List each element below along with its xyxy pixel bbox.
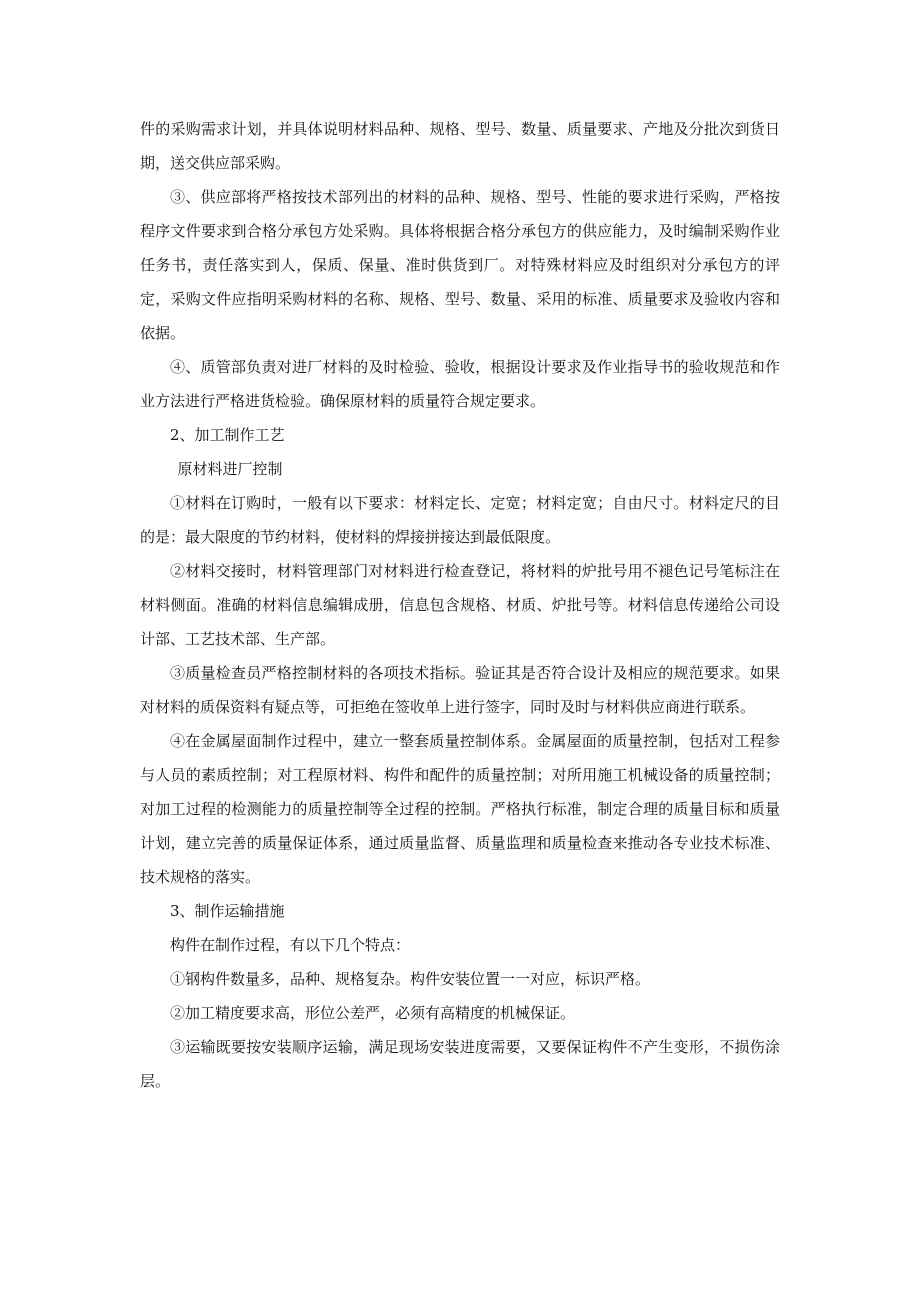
list-item-feature-1: ①钢构件数量多，品种、规格复杂。构件安装位置一一对应，标识严格。	[170, 970, 651, 988]
subsection-heading-material-control: 原材料进厂控制	[177, 460, 283, 478]
section-heading-processing: 2、加工制作工艺	[170, 426, 285, 444]
paragraph-features-intro: 构件在制作过程，有以下几个特点：	[170, 936, 411, 954]
paragraph-material-ordering: ①材料在订购时，一般有以下要求：材料定长、定宽；材料定宽；自由尺寸。材料定尺的目的是：最大限度的节约材料，使材料的焊接拼接达到最低限度。	[140, 494, 780, 546]
paragraph-procurement-plan: 件的采购需求计划，并具体说明材料品种、规格、型号、数量、质量要求、产地及分批次到货日期，送交供应部采购。	[140, 120, 780, 172]
list-item-feature-3: ③运输既要按安装顺序运输，满足现场安装进度需要，又要保证构件不产生变形，不损伤涂层。	[140, 1038, 780, 1090]
paragraph-quality-system: ④在金属屋面制作过程中，建立一整套质量控制体系。金属屋面的质量控制，包括对工程参与人员的素质控制；对工程原材料、构件和配件的质量控制；对所用施工机械设备的质量控制；对加工过程的检测能力的质量控制等全过程的控制。严格执行标准，制定合理的质量目标和质量计划，建立完善的质量保证体系，通过质量监督、质量监理和质量检查来推动各专业技术标准、技术规格的落实。	[140, 732, 780, 886]
paragraph-quality-inspector: ③质量检查员严格控制材料的各项技术指标。验证其是否符合设计及相应的规范要求。如果对材料的质保资料有疑点等，可拒绝在签收单上进行签字，同时及时与材料供应商进行联系。	[140, 664, 780, 716]
paragraph-supply-department: ③、供应部将严格按技术部列出的材料的品种、规格、型号、性能的要求进行采购，严格按程序文件要求到合格分承包方处采购。具体将根据合格分承包方的供应能力，及时编制采购作业任务书，责任落实到人，保质、保量、准时供货到厂。对特殊材料应及时组织对分承包方的评定，采购文件应指明采购材料的名称、规格、型号、数量、采用的标准、质量要求及验收内容和依据。	[140, 188, 780, 342]
paragraph-quality-department: ④、质管部负责对进厂材料的及时检验、验收，根据设计要求及作业指导书的验收规范和作业方法进行严格进货检验。确保原材料的质量符合规定要求。	[140, 358, 780, 410]
document-page	[140, 112, 780, 1098]
paragraph-material-handover: ②材料交接时，材料管理部门对材料进行检查登记，将材料的炉批号用不褪色记号笔标注在材料侧面。准确的材料信息编辑成册，信息包含规格、材质、炉批号等。材料信息传递给公司设计部、工艺技术部、生产部。	[140, 562, 780, 648]
list-item-feature-2: ②加工精度要求高，形位公差严，必须有高精度的机械保证。	[170, 1004, 576, 1022]
section-heading-transport: 3、制作运输措施	[170, 902, 285, 920]
